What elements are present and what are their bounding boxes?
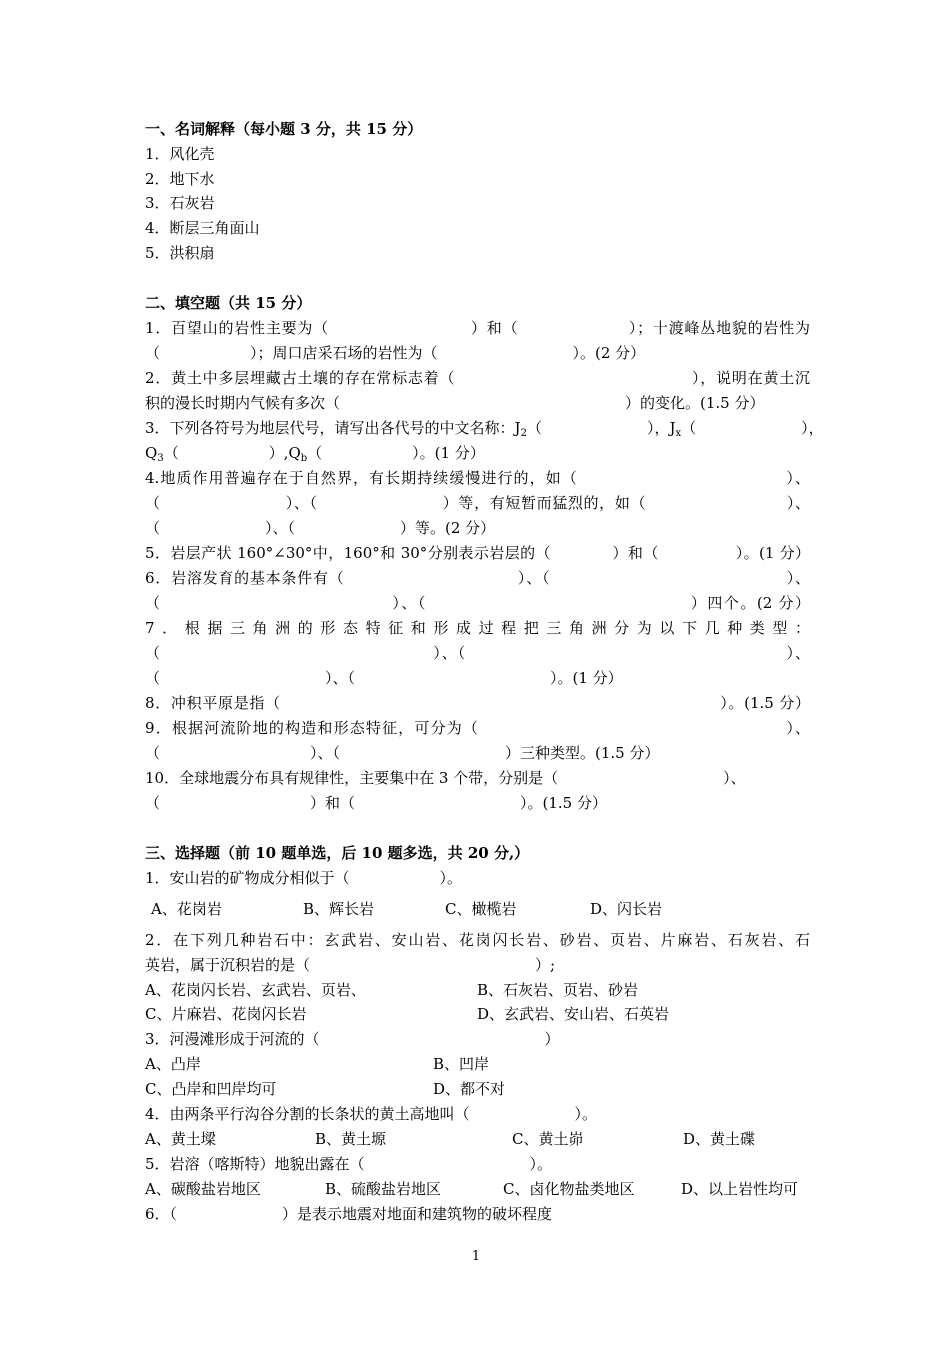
q3-options-row	[145, 1052, 810, 1076]
fill-line-strata-codes	[145, 441, 810, 465]
option-d: D、黄土碟	[683, 1130, 756, 1148]
term-item: 3．石灰岩	[145, 194, 215, 212]
term-item: 1．风化壳	[145, 145, 215, 163]
question-line: 英岩，属于沉积岩的是（ ）;	[145, 956, 556, 974]
strata-subscript: x	[675, 428, 682, 439]
fill-line: （ ）、（ ）三种类型。(1.5 分）	[145, 744, 660, 762]
strata-text: （ ）,Q	[163, 444, 301, 462]
fill-line: 8．冲积平原是指（ ）。(1.5 分）	[145, 694, 810, 712]
option-b: B、石灰岩、页岩、砂岩	[477, 981, 639, 999]
term-item: 5．洪积扇	[145, 244, 215, 262]
section-1-title: 一、名词解释（每小题 3 分，共 15 分）	[145, 120, 423, 138]
option-a: A、花岗岩	[151, 900, 222, 918]
option-c: C、凸岸和凹岸均可	[145, 1080, 277, 1098]
option-c: C、橄榄岩	[445, 900, 517, 918]
strata-text: （ ）。(1 分）	[307, 444, 485, 462]
q3-options-row	[145, 1077, 810, 1101]
strata-subscript: 3	[157, 453, 164, 464]
option-b: B、黄土塬	[315, 1130, 387, 1148]
option-a: A、碳酸盐岩地区	[145, 1180, 261, 1198]
question-line: 4．由两条平行沟谷分割的长条状的黄土高地叫（ ）。	[145, 1105, 598, 1123]
strata-text: （ ），	[681, 419, 824, 437]
option-a: A、凸岸	[145, 1055, 201, 1073]
fill-line: （ ）、（ ）、	[145, 644, 810, 662]
strata-subscript: 2	[520, 428, 527, 439]
section-3-title: 三、选择题（前 10 题单选，后 10 题多选，共 20 分,）	[145, 844, 530, 862]
fill-line: 7．根据三角洲的形态特征和形成过程把三角洲分为以下几种类型：	[145, 619, 810, 637]
fill-line: （ ）、（ ）等。(2 分）	[145, 519, 496, 537]
fill-line: 9．根据河流阶地的构造和形态特征，可分为（ ）、	[145, 719, 810, 737]
question-line: 2．在下列几种岩石中：玄武岩、安山岩、花岗闪长岩、砂岩、页岩、片麻岩、石灰岩、石	[145, 931, 810, 949]
q4-options	[145, 1127, 810, 1151]
fill-line: 2．黄土中多层埋藏古土壤的存在常标志着（ ），说明在黄土沉	[145, 369, 810, 387]
option-d: D、都不对	[433, 1080, 506, 1098]
fill-line: （ ）；周口店采石场的岩性为（ ）。(2 分）	[145, 344, 646, 362]
fill-line: 6．岩溶发育的基本条件有（ ）、（ ）、	[145, 569, 810, 587]
strata-text: Q	[145, 444, 158, 462]
fill-line: 10．全球地震分布具有规律性，主要集中在 3 个带，分别是（ ）、	[145, 769, 746, 787]
fill-line: （ ）、（ ）。(1 分）	[145, 669, 623, 687]
q2-options-row	[145, 978, 810, 1002]
option-b: B、凹岸	[433, 1055, 490, 1073]
fill-line: （ ）、（ ）四个。(2 分）	[145, 594, 810, 612]
option-d: D、闪长岩	[590, 900, 663, 918]
term-item: 2．地下水	[145, 170, 215, 188]
option-c: C、片麻岩、花岗闪长岩	[145, 1005, 307, 1023]
option-d: D、以上岩性均可	[681, 1180, 799, 1198]
strata-subscript: b	[300, 453, 308, 464]
fill-line: 5．岩层产状 160°∠30°中，160°和 30°分别表示岩层的（ ）和（ ）。(1 分）	[145, 544, 810, 562]
fill-line: （ ）和（ ）。(1.5 分）	[145, 794, 607, 812]
question-line: 5．岩溶（喀斯特）地貌出露在（ ）。	[145, 1155, 553, 1173]
q2-options-row	[145, 1002, 810, 1026]
fill-line: （ ）、（ ）等，有短暂而猛烈的，如（ ）、	[145, 494, 810, 512]
option-a: A、黄土墚	[145, 1130, 216, 1148]
option-c: C、卤化物盐类地区	[503, 1180, 635, 1198]
fill-line: 积的漫长时期内气候有多次（ ）的变化。(1.5 分）	[145, 394, 765, 412]
option-b: B、辉长岩	[303, 900, 375, 918]
question-line: 6．（ ）是表示地震对地面和建筑物的破坏程度	[145, 1205, 553, 1223]
fill-line: 1．百望山的岩性主要为（ ）和（ ）；十渡峰丛地貌的岩性为	[145, 319, 810, 337]
strata-text: （ ），J	[526, 419, 676, 437]
option-c: C、黄土峁	[512, 1130, 584, 1148]
question-line: 1．安山岩的矿物成分相似于（ ）。	[145, 869, 463, 887]
question-line: 3．河漫滩形成于河流的（ ）	[145, 1030, 560, 1048]
section-2-title: 二、填空题（共 15 分）	[145, 294, 312, 312]
fill-line: 4.地质作用普遍存在于自然界，有长期持续缓慢进行的，如（ ）、	[145, 469, 810, 487]
q1-options	[145, 897, 810, 921]
fill-line-strata-codes	[145, 416, 824, 440]
page-number: 1	[471, 1249, 481, 1264]
option-a: A、花岗闪长岩、玄武岩、页岩、	[145, 981, 366, 999]
strata-text: 3．下列各符号为地层代号，请写出各代号的中文名称：J	[145, 419, 521, 437]
option-d: D、玄武岩、安山岩、石英岩	[477, 1005, 670, 1023]
q5-options	[145, 1177, 810, 1201]
option-b: B、硫酸盐岩地区	[325, 1180, 442, 1198]
term-item: 4．断层三角面山	[145, 219, 260, 237]
